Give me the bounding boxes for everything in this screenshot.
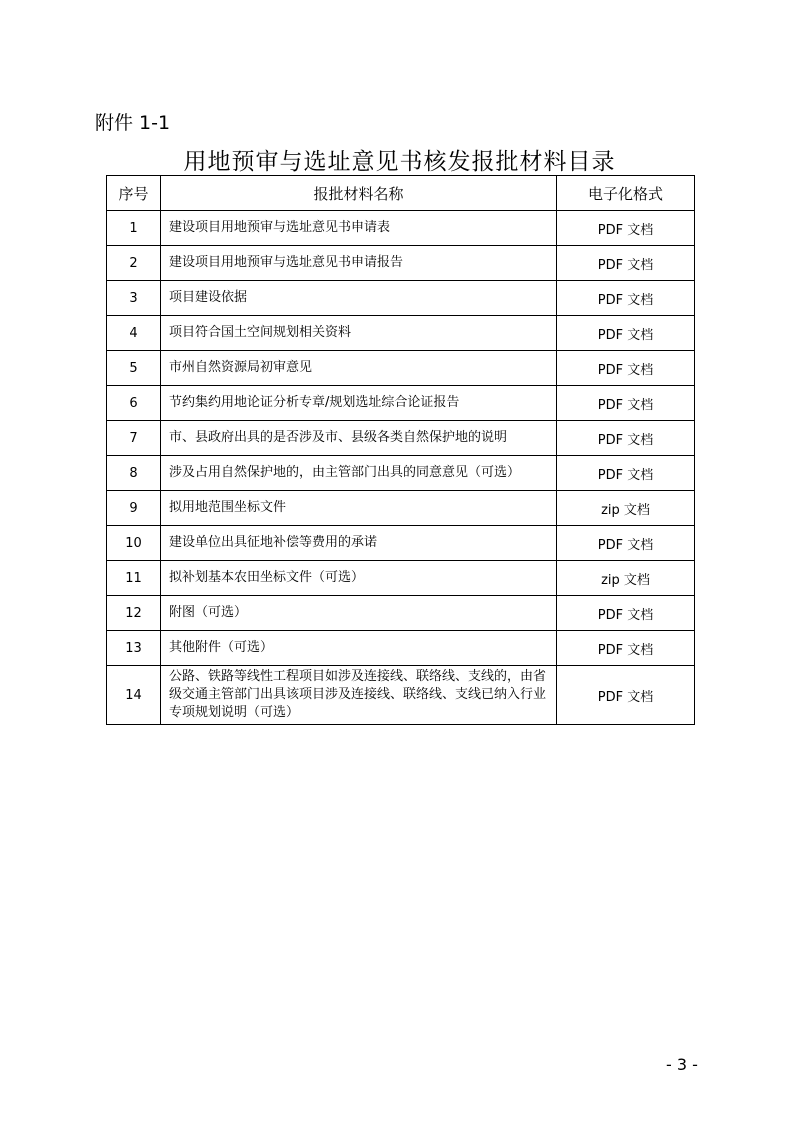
file-format: PDF 文档: [557, 666, 695, 725]
table-row: [107, 456, 695, 491]
file-format: PDF 文档: [557, 631, 695, 666]
file-format: PDF 文档: [557, 351, 695, 386]
material-name: 拟补划基本农田坐标文件（可选）: [161, 561, 557, 596]
file-format: PDF 文档: [557, 386, 695, 421]
table-row: [107, 351, 695, 386]
table-row: [107, 526, 695, 561]
table-row: [107, 631, 695, 666]
row-number: 11: [107, 561, 161, 596]
table-row: [107, 281, 695, 316]
materials-table: [106, 175, 695, 725]
file-format: PDF 文档: [557, 316, 695, 351]
material-name: 项目建设依据: [161, 281, 557, 316]
page-number: - 3 -: [666, 1055, 698, 1074]
material-name: 建设项目用地预审与选址意见书申请表: [161, 211, 557, 246]
table-row: [107, 596, 695, 631]
material-name: 节约集约用地论证分析专章/规划选址综合论证报告: [161, 386, 557, 421]
file-format: zip 文档: [557, 561, 695, 596]
table-row: [107, 316, 695, 351]
file-format: PDF 文档: [557, 246, 695, 281]
material-name: 市州自然资源局初审意见: [161, 351, 557, 386]
file-format: PDF 文档: [557, 456, 695, 491]
file-format: PDF 文档: [557, 596, 695, 631]
row-number: 7: [107, 421, 161, 456]
material-name: 市、县政府出具的是否涉及市、县级各类自然保护地的说明: [161, 421, 557, 456]
row-number: 10: [107, 526, 161, 561]
material-name: 公路、铁路等线性工程项目如涉及连接线、联络线、支线的，由省级交通主管部门出具该项目涉及连接线、联络线、支线已纳入行业专项规划说明（可选）: [161, 666, 557, 725]
column-header-material-name: 报批材料名称: [161, 176, 557, 211]
column-header-format: 电子化格式: [557, 176, 695, 211]
material-name: 建设单位出具征地补偿等费用的承诺: [161, 526, 557, 561]
material-name: 其他附件（可选）: [161, 631, 557, 666]
table-row: [107, 421, 695, 456]
attachment-label: 附件 1-1: [95, 112, 171, 134]
table-row: [107, 561, 695, 596]
table-row: [107, 386, 695, 421]
document-title: 用地预审与选址意见书核发报批材料目录: [183, 149, 616, 175]
file-format: PDF 文档: [557, 526, 695, 561]
row-number: 3: [107, 281, 161, 316]
table-row: [107, 211, 695, 246]
row-number: 5: [107, 351, 161, 386]
table-header-row: [107, 176, 695, 211]
row-number: 2: [107, 246, 161, 281]
file-format: PDF 文档: [557, 281, 695, 316]
file-format: zip 文档: [557, 491, 695, 526]
row-number: 8: [107, 456, 161, 491]
row-number: 14: [107, 666, 161, 725]
material-name: 涉及占用自然保护地的，由主管部门出具的同意意见（可选）: [161, 456, 557, 491]
row-number: 4: [107, 316, 161, 351]
material-name: 拟用地范围坐标文件: [161, 491, 557, 526]
row-number: 13: [107, 631, 161, 666]
row-number: 6: [107, 386, 161, 421]
table-row: [107, 246, 695, 281]
material-name: 建设项目用地预审与选址意见书申请报告: [161, 246, 557, 281]
table-row: [107, 491, 695, 526]
row-number: 12: [107, 596, 161, 631]
file-format: PDF 文档: [557, 211, 695, 246]
row-number: 1: [107, 211, 161, 246]
file-format: PDF 文档: [557, 421, 695, 456]
table-row: [107, 666, 695, 725]
material-name: 附图（可选）: [161, 596, 557, 631]
column-header-number: 序号: [107, 176, 161, 211]
row-number: 9: [107, 491, 161, 526]
material-name: 项目符合国土空间规划相关资料: [161, 316, 557, 351]
